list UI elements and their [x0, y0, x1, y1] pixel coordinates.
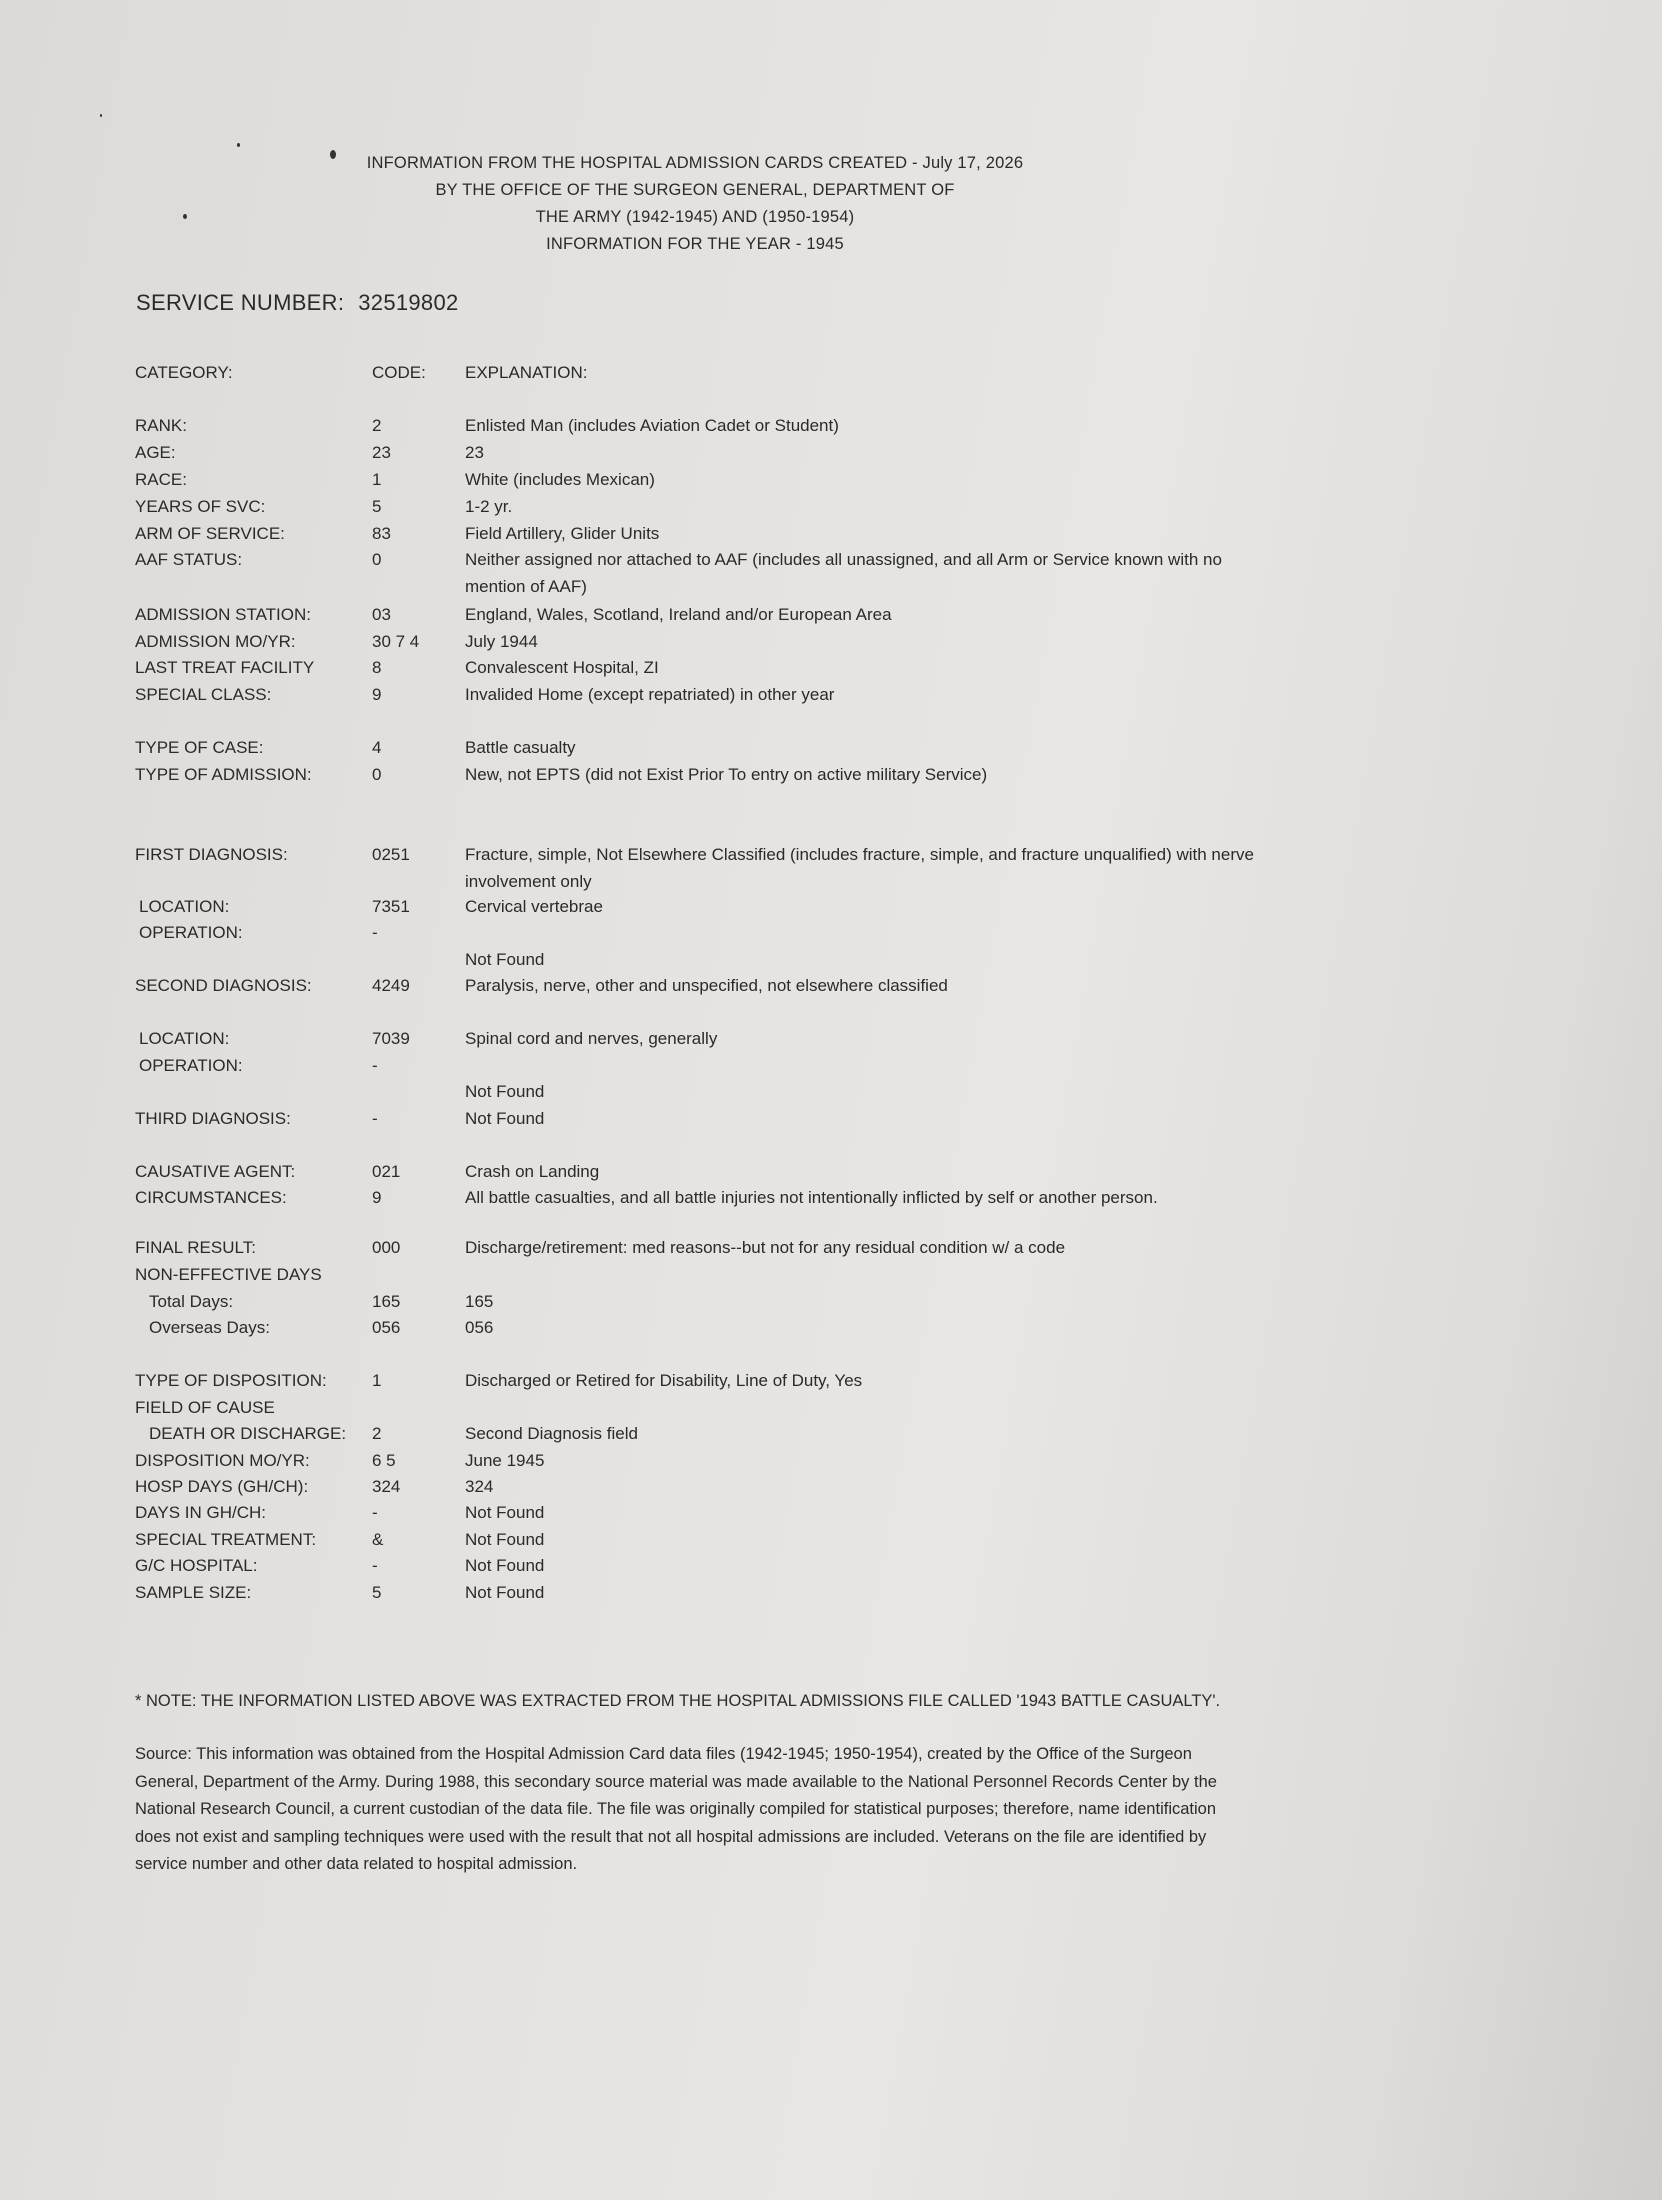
row-category: Overseas Days:	[149, 1318, 270, 1337]
row-explanation: All battle casualties, and all battle injuries not intentionally inflicted by self or another person.	[465, 1188, 1158, 1207]
row-code: 03	[372, 605, 391, 624]
table-row	[0, 681, 1662, 708]
row-explanation: 1-2 yr.	[465, 497, 513, 516]
row-explanation: Neither assigned nor attached to AAF (includes all unassigned, and all Arm or Service known with no mention of AAF)	[465, 550, 1222, 596]
table-row	[0, 628, 1662, 655]
row-category: G/C HOSPITAL:	[135, 1556, 258, 1575]
table-row	[0, 412, 1662, 439]
table-row	[0, 761, 1662, 788]
row-code: 1	[372, 1371, 382, 1390]
row-code: 056	[372, 1318, 401, 1337]
row-code: 30 7 4	[372, 632, 420, 651]
row-code: 83	[372, 524, 391, 543]
row-explanation: Not Found	[465, 950, 545, 969]
table-row	[0, 1184, 1662, 1211]
row-explanation: England, Wales, Scotland, Ireland and/or European Area	[465, 605, 892, 624]
row-category: DISPOSITION MO/YR:	[135, 1451, 310, 1470]
row-category: OPERATION:	[139, 1056, 243, 1075]
row-category: SPECIAL CLASS:	[135, 685, 272, 704]
row-code: 8	[372, 658, 382, 677]
row-category: NON-EFFECTIVE DAYS	[135, 1265, 322, 1284]
row-explanation: Invalided Home (except repatriated) in other year	[465, 685, 835, 704]
row-category: SECOND DIAGNOSIS:	[135, 976, 312, 995]
row-explanation: White (includes Mexican)	[465, 470, 655, 489]
row-category: CAUSATIVE AGENT:	[135, 1162, 296, 1181]
row-explanation: Discharged or Retired for Disability, Line of Duty, Yes	[465, 1371, 863, 1390]
row-category: TYPE OF ADMISSION:	[135, 765, 312, 784]
table-row	[0, 1314, 1662, 1341]
row-category: ADMISSION MO/YR:	[135, 632, 296, 651]
row-explanation: Not Found	[465, 1082, 545, 1101]
service-number-label: SERVICE NUMBER:	[136, 290, 345, 315]
table-row	[0, 841, 1662, 891]
row-code: &	[372, 1530, 384, 1549]
row-code: 2	[372, 1424, 382, 1443]
table-row	[0, 1367, 1662, 1394]
row-explanation: Not Found	[465, 1583, 545, 1602]
row-code: 5	[372, 497, 382, 516]
row-explanation: New, not EPTS (did not Exist Prior To entry on active military Service)	[465, 765, 988, 784]
row-code: 021	[372, 1162, 401, 1181]
row-category: CIRCUMSTANCES:	[135, 1188, 287, 1207]
row-explanation: 056	[465, 1318, 494, 1337]
row-explanation: 324	[465, 1477, 494, 1496]
table-row	[0, 1394, 1662, 1421]
row-category: SAMPLE SIZE:	[135, 1583, 252, 1602]
row-category: AAF STATUS:	[135, 550, 243, 569]
row-code: 6 5	[372, 1451, 396, 1470]
row-code: 165	[372, 1292, 401, 1311]
row-category: ARM OF SERVICE:	[135, 524, 285, 543]
row-explanation: Not Found	[465, 1556, 545, 1575]
row-explanation: Battle casualty	[465, 738, 576, 757]
table-row	[0, 919, 1662, 946]
table-row	[0, 1579, 1662, 1606]
row-explanation: Second Diagnosis field	[465, 1424, 638, 1443]
row-category: LAST TREAT FACILITY	[135, 658, 315, 677]
row-category: LOCATION:	[139, 897, 230, 916]
row-code: 7351	[372, 897, 410, 916]
row-code: 2	[372, 416, 382, 435]
row-code: -	[372, 1109, 378, 1128]
header-line: THE ARMY (1942-1945) AND (1950-1954)	[535, 208, 855, 226]
service-number-value: 32519802	[358, 290, 459, 315]
row-category: Total Days:	[149, 1292, 234, 1311]
table-row	[0, 654, 1662, 681]
row-code: 4249	[372, 976, 410, 995]
row-explanation: Not Found	[465, 1503, 545, 1522]
header-line: INFORMATION FROM THE HOSPITAL ADMISSION CARDS CREATED - July 17, 2026	[366, 154, 1024, 172]
row-category: TYPE OF CASE:	[135, 738, 264, 757]
table-row	[0, 493, 1662, 520]
category-header: CATEGORY:	[135, 363, 233, 382]
source-paragraph: Source: This information was obtained from the Hospital Admission Card data files (1942-1945; 1950-1954), created by the Office of the Surgeon General, Department of the Army. During 1988, this secondary source material was made available to the National Personnel Records Center by the National Research Council, a current custodian of the data file. The file was originally compiled for statistical purposes; therefore, name identification does not exist and sampling techniques were used with the result that not all hospital admissions are included. Veterans on the file are identified by service number and other data related to hospital admission.	[135, 1745, 1217, 1873]
row-code: 7039	[372, 1029, 410, 1048]
column-headers	[0, 359, 1662, 386]
row-explanation: June 1945	[465, 1451, 545, 1470]
table-row	[0, 1552, 1662, 1579]
row-code: 9	[372, 685, 382, 704]
table-row	[0, 734, 1662, 761]
table-row	[0, 1526, 1662, 1553]
table-row	[0, 466, 1662, 493]
row-code: 5	[372, 1583, 382, 1602]
row-code: -	[372, 1556, 378, 1575]
table-row	[0, 1052, 1662, 1079]
row-explanation: Not Found	[465, 1530, 545, 1549]
table-row	[0, 546, 1662, 596]
row-explanation: Not Found	[465, 1109, 545, 1128]
row-category: HOSP DAYS (GH/CH):	[135, 1477, 309, 1496]
row-category: OPERATION:	[139, 923, 243, 942]
table-row	[0, 972, 1662, 999]
row-code: 324	[372, 1477, 401, 1496]
table-row	[0, 1473, 1662, 1500]
row-explanation: Cervical vertebrae	[465, 897, 603, 916]
row-explanation: Fracture, simple, Not Elsewhere Classified (includes fracture, simple, and fracture unqualified) with nerve involvement only	[465, 845, 1254, 891]
table-row	[0, 1078, 1662, 1105]
row-category: YEARS OF SVC:	[135, 497, 266, 516]
table-row	[0, 1447, 1662, 1474]
table-row	[0, 439, 1662, 466]
row-category: AGE:	[135, 443, 176, 462]
table-row	[0, 1105, 1662, 1132]
table-row	[0, 946, 1662, 973]
row-code: 23	[372, 443, 391, 462]
extraction-note: * NOTE: THE INFORMATION LISTED ABOVE WAS EXTRACTED FROM THE HOSPITAL ADMISSIONS FILE CALLED '1943 BATTLE CASUALTY'.	[135, 1692, 1221, 1710]
row-category: FIRST DIAGNOSIS:	[135, 845, 288, 864]
row-code: -	[372, 1056, 378, 1075]
row-explanation: 165	[465, 1292, 494, 1311]
row-explanation: Spinal cord and nerves, generally	[465, 1029, 718, 1048]
table-row	[0, 520, 1662, 547]
row-category: FIELD OF CAUSE	[135, 1398, 275, 1417]
row-explanation: Paralysis, nerve, other and unspecified, not elsewhere classified	[465, 976, 948, 995]
table-row	[0, 1025, 1662, 1052]
table-row	[0, 601, 1662, 628]
row-category: RACE:	[135, 470, 187, 489]
table-row	[0, 1499, 1662, 1526]
row-code: 0	[372, 550, 382, 569]
row-explanation: July 1944	[465, 632, 538, 651]
row-category: RANK:	[135, 416, 187, 435]
table-row	[0, 1234, 1662, 1261]
row-explanation: Convalescent Hospital, ZI	[465, 658, 659, 677]
table-row	[0, 1288, 1662, 1315]
row-code: 1	[372, 470, 382, 489]
row-category: LOCATION:	[139, 1029, 230, 1048]
code-header: CODE:	[372, 363, 426, 382]
row-code: 9	[372, 1188, 382, 1207]
row-code: -	[372, 1503, 378, 1522]
row-category: SPECIAL TREATMENT:	[135, 1530, 317, 1549]
row-category: ADMISSION STATION:	[135, 605, 311, 624]
row-explanation: Crash on Landing	[465, 1162, 600, 1181]
row-category: THIRD DIAGNOSIS:	[135, 1109, 291, 1128]
row-code: -	[372, 923, 378, 942]
row-explanation: Enlisted Man (includes Aviation Cadet or Student)	[465, 416, 839, 435]
row-code: 0	[372, 765, 382, 784]
table-row	[0, 1420, 1662, 1447]
row-explanation: Discharge/retirement: med reasons--but not for any residual condition w/ a code	[465, 1238, 1066, 1257]
row-category: FINAL RESULT:	[135, 1238, 256, 1257]
table-row	[0, 1158, 1662, 1185]
header-line: BY THE OFFICE OF THE SURGEON GENERAL, DEPARTMENT OF	[435, 181, 955, 199]
header-line: INFORMATION FOR THE YEAR - 1945	[546, 235, 844, 253]
explanation-header: EXPLANATION:	[465, 363, 588, 382]
row-explanation: Field Artillery, Glider Units	[465, 524, 660, 543]
row-code: 000	[372, 1238, 401, 1257]
row-category: DEATH OR DISCHARGE:	[149, 1424, 347, 1443]
table-row	[0, 1261, 1662, 1288]
row-explanation: 23	[465, 443, 484, 462]
row-code: 0251	[372, 845, 410, 864]
table-row	[0, 893, 1662, 920]
row-code: 4	[372, 738, 382, 757]
row-category: DAYS IN GH/CH:	[135, 1503, 266, 1522]
row-category: TYPE OF DISPOSITION:	[135, 1371, 327, 1390]
